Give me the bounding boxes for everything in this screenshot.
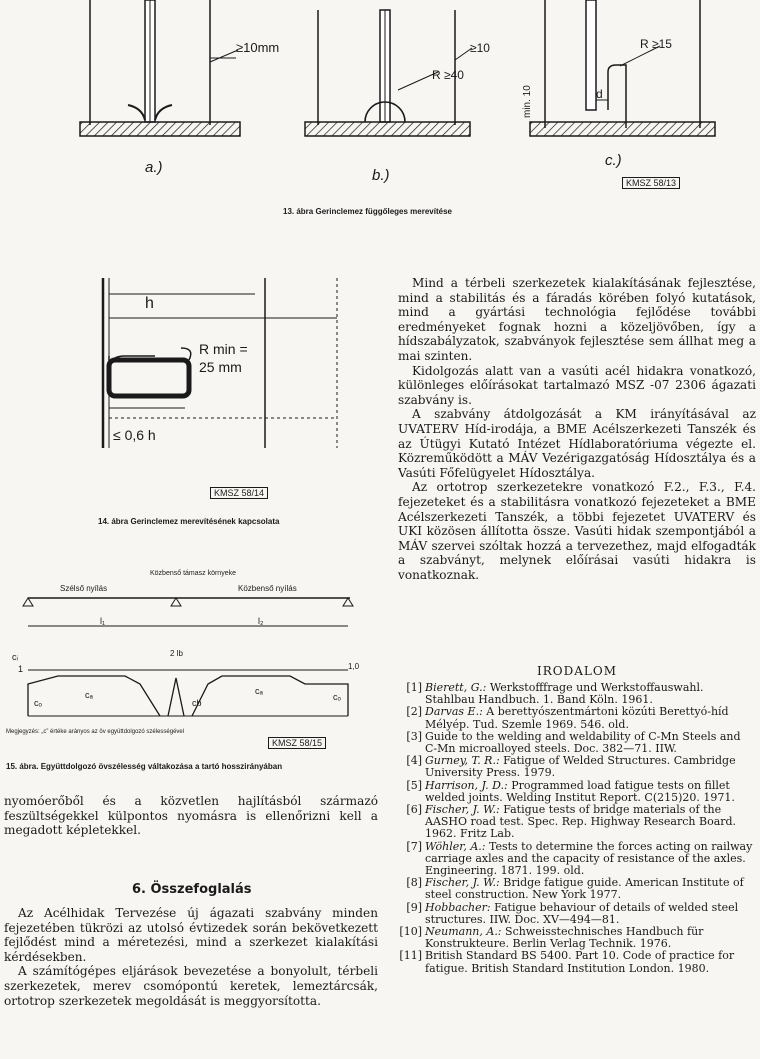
reference-item: [9] Hobbacher: Fatigue behaviour of details of welded steel structures. IIW. Doc. XV—494—81. <box>406 900 739 926</box>
dim-a: ≥10mm <box>236 40 280 55</box>
paragraph: A szabvány átdolgozását a KM irányításával az UVATERV Híd-irodája, a BME Acélszerkezeti Tanszék és az Útügyi Kutató Intézet Hídlaboratóriuma végezte el. Közreműködött a MÁV Vezérigazgatóság Hídosztálya és a Vasúti Főfelügyelet Hídosztálya. <box>398 407 756 480</box>
reference-item: [4] Gurney, T. R.: Fatigue of Welded Structures. Cambridge University Press. 1979. <box>406 754 736 780</box>
label-l2: l₂ <box>258 616 264 626</box>
label-ca: cₐ <box>85 690 93 700</box>
figure-13-detail-a <box>80 0 279 176</box>
label-right: Közbenső nyílás <box>238 584 297 593</box>
label-one-right: 1,0 <box>348 662 360 671</box>
label-ca-2: cₐ <box>255 686 263 696</box>
reference-item: [5] Harrison, J. D.: Programmed load fatigue tests on fillet welded joints. Welding Institut Report. C(215)20. 1971. <box>406 778 735 804</box>
figure-13-detail-c <box>522 0 715 169</box>
reference-item: [2] Darvas E.: A berettyószentmártoni közúti Berettyó-híd Mélyép. Tud. Szemle 1969. 546. old. <box>406 705 729 731</box>
reference-item: [3] Guide to the welding and weldability of C-Mn Steels and C-Mn microalloyed steels. Doc. 382—71. IIW. <box>406 729 741 756</box>
paragraph: nyomóerőből és a közvetlen hajlításból származó feszültségekkel külpontos nyomásra is ellenőrizni kell a megadott képletekkel. <box>4 794 378 838</box>
label-h: h <box>145 295 154 312</box>
label-co-2: cₒ <box>333 692 341 702</box>
label-2lb: 2 lb <box>170 649 183 658</box>
figure-15-note: Megjegyzés: „c” értéke arányos az öv együttdolgozó szélességével <box>6 729 185 735</box>
reference-item: [8] Fischer, J. W.: Bridge fatigue guide. American Institute of steel construction. New York 1977. <box>406 876 744 902</box>
reference-item: [11] British Standard BS 5400. Part 10. Code of practice for fatigue. British Standard Institution London. 1980. <box>399 949 735 975</box>
label-rmin: R min = <box>199 341 248 357</box>
figure-14-stamp: KMSZ 58/14 <box>210 487 268 499</box>
paragraph: A számítógépes eljárások bevezetése a bonyolult, térbeli szerkezetek, merev csomópontú keretek, lemeztárcsák, ortotrop szerkezetek megoldását is meggyorsította. <box>4 964 378 1008</box>
label-co: cₒ <box>34 698 42 708</box>
label-one: 1 <box>18 664 24 674</box>
section-title: 6. Összefoglalás <box>132 882 252 897</box>
label-top: Közbenső támasz környeke <box>150 570 236 577</box>
reference-item: [7] Wöhler, A.: Tests to determine the forces acting on railway carriage axles and the capacity of resistance of the axles. Engineering. 1871. 199. old. <box>406 839 753 878</box>
left-column <box>4 794 378 838</box>
figure-13-drawing <box>60 0 720 195</box>
references-list <box>398 682 756 975</box>
paragraph: Az Acélhidak Tervezése új ágazati szabvány minden fejezetében tükrözi az utolsó évtizedek során bekövetkezett fejlődést mind a méretezési, mind a szerkezet kialakítási kérdésekben. <box>4 906 378 964</box>
figure-15-caption: 15. ábra. Együttdolgozó övszélesség váltakozása a tartó hosszirányában <box>6 762 283 771</box>
label-dim: ≤ 0,6 h <box>113 427 156 443</box>
label-left: Szélső nyílás <box>60 584 108 593</box>
reference-item: [10] Neumann, A.: Schweisstechnisches Handbuch für Konstrukteure. Berlin Verlag Technik. 1976. <box>399 925 704 951</box>
label-l1: l₁ <box>100 616 106 626</box>
reference-item: [6] Fischer, J. W.: Fatigue tests of bridge materials of the AASHO road test. Spec. Rep. Highway Research Board. 1962. Fritz Lab. <box>406 803 737 841</box>
right-column <box>398 276 756 582</box>
figure-14-caption: 14. ábra Gerinclemez merevítésének kapcsolata <box>98 517 280 526</box>
figure-15-drawing <box>0 566 390 756</box>
figure-13-detail-b <box>305 10 490 184</box>
references-heading: IRODALOM <box>537 664 617 678</box>
dim-c-min: min. 10 <box>522 85 533 118</box>
dim-c-r: R ≥15 <box>640 37 672 51</box>
label-ci: cᵢ <box>12 652 18 662</box>
left-column-summary <box>4 906 378 1008</box>
figure-14-drawing <box>95 278 355 488</box>
dim-c-d: d <box>596 87 603 101</box>
paragraph: Mind a térbeli szerkezetek kialakításának fejlesztése, mind a stabilitás és a fáradás körében folyó kutatások, mind a gyártási technológia fejlődése további eredményeket fognak hozni a közeljövőben, így a hídszabályzatok, szabványok fejlesztése sem állhat meg a mai szinten. <box>398 276 756 363</box>
label-rmin-value: 25 mm <box>199 359 242 375</box>
figure-13-caption: 13. ábra Gerinclemez függőleges merevítése <box>283 207 452 216</box>
label-b: b.) <box>372 167 390 184</box>
label-cb: cb <box>192 698 202 708</box>
paragraph: Kidolgozás alatt van a vasúti acél hidakra vonatkozó, különleges előírásokat tartalmazó MSZ -07 2306 ágazati szabvány is. <box>398 363 756 407</box>
label-a: a.) <box>145 159 163 176</box>
figure-13-stamp: KMSZ 58/13 <box>622 177 680 189</box>
dim-b-1: ≥10 <box>470 41 490 55</box>
figure-15-stamp: KMSZ 58/15 <box>268 737 326 749</box>
reference-item: [1] Bierett, G.: Werkstofffrage und Werkstoffauswahl. Stahlbau Handbuch. 1. Band Köln. 1961. <box>406 681 704 707</box>
label-c: c.) <box>605 152 622 169</box>
paragraph: Az ortotrop szerkezetekre vonatkozó F.2., F.3., F.4. fejezeteket és a stabilitásra vonatkozó fejezeteket a BME Acélszerkezeti Tanszék, a többi fejezetet UVATERV és UKI közösen állította össze. Vasúti hidak szempontjából a MÁV szervei szóltak hozzá a tervezethez, majd elfogadták a szabványt, melynek előírásai vasúti hidakra is vonatkoznak. <box>398 480 756 582</box>
dim-b-2: R ≥40 <box>432 68 464 82</box>
